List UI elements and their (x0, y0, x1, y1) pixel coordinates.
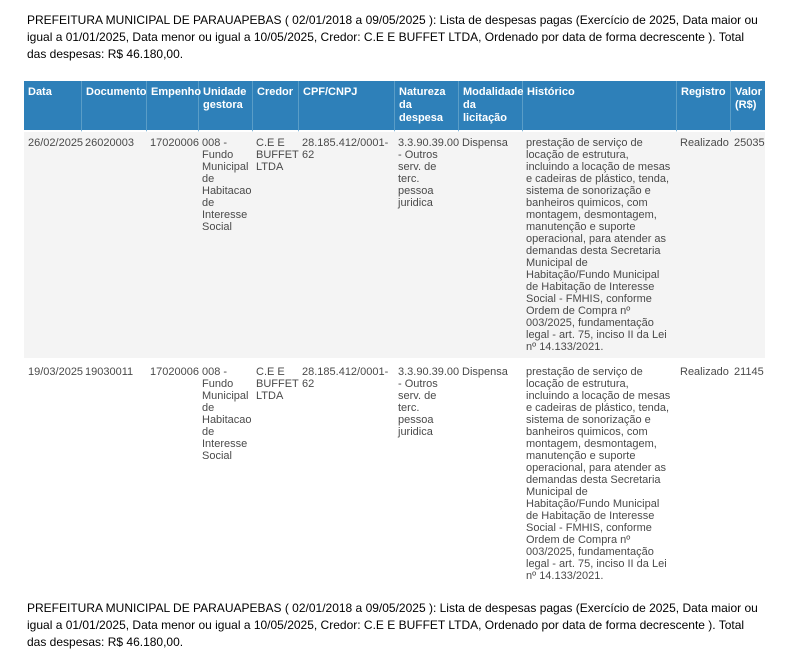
cell-natureza-despesa: 3.3.90.39.00 - Outros serv. de terc. pessoa juridica (394, 132, 458, 361)
column-header-historico: Histórico (522, 81, 676, 132)
cell-modalidade-licitacao: Dispensa (458, 361, 522, 590)
cell-unidade-gestora: 008 - Fundo Municipal de Habitacao de Interesse Social (198, 361, 252, 590)
cell-registro: Realizado (676, 361, 730, 590)
cell-modalidade-licitacao: Dispensa (458, 132, 522, 361)
cell-historico: prestação de serviço de locação de estrutura, incluindo a locação de mesas e cadeiras de plástico, tenda, sistema de sonorização e banheiros quimicos, com montagem, desmontagem, manutenção e suporte operacional, para atender as demandas desta Secretaria Municipal de Habitação/Fundo Municipal de Habitação de Interesse Social - FMHIS, conforme Ordem de Compra nº 003/2025, fundamentação legal - art. 75, inciso II da Lei nº 14.133/2021. (522, 132, 676, 361)
cell-credor: C.E E BUFFET LTDA (252, 132, 298, 361)
cell-valor: 25035 (730, 132, 765, 361)
column-header-data: Data (24, 81, 81, 132)
cell-empenho: 17020006 (146, 132, 198, 361)
cell-empenho: 17020006 (146, 361, 198, 590)
cell-valor: 21145 (730, 361, 765, 590)
column-header-modalidade-licitacao: Modalidade da licitação (458, 81, 522, 132)
column-header-natureza-despesa: Natureza da despesa (394, 81, 458, 132)
column-header-documento: Documento (81, 81, 146, 132)
expenses-table (24, 81, 765, 590)
cell-cpf-cnpj: 28.185.412/0001-62 (298, 361, 394, 590)
column-header-registro: Registro (676, 81, 730, 132)
cell-unidade-gestora: 008 - Fundo Municipal de Habitacao de Interesse Social (198, 132, 252, 361)
column-header-empenho: Empenho (146, 81, 198, 132)
column-header-valor: Valor (R$) (730, 81, 765, 132)
table-header-row (24, 81, 765, 132)
column-header-cpf-cnpj: CPF/CNPJ (298, 81, 394, 132)
cell-natureza-despesa: 3.3.90.39.00 - Outros serv. de terc. pessoa juridica (394, 361, 458, 590)
cell-documento: 19030011 (81, 361, 146, 590)
column-header-credor: Credor (252, 81, 298, 132)
table-row (24, 361, 765, 590)
cell-data: 26/02/2025 (24, 132, 81, 361)
table-row (24, 132, 765, 361)
cell-credor: C.E E BUFFET LTDA (252, 361, 298, 590)
cell-historico: prestação de serviço de locação de estrutura, incluindo a locação de mesas e cadeiras de plástico, tenda, sistema de sonorização e banheiros quimicos, com montagem, desmontagem, manutenção e suporte operacional, para atender as demandas desta Secretaria Municipal de Habitação/Fundo Municipal de Habitação de Interesse Social - FMHIS, conforme Ordem de Compra nº 003/2025, fundamentação legal - art. 75, inciso II da Lei nº 14.133/2021. (522, 361, 676, 590)
cell-documento: 26020003 (81, 132, 146, 361)
cell-registro: Realizado (676, 132, 730, 361)
report-summary-top: PREFEITURA MUNICIPAL DE PARAUAPEBAS ( 02/01/2018 a 09/05/2025 ): Lista de despesas pagas (Exercício de 2025, Data maior ou igual a 01/01/2025, Data menor ou igual a 10/05/2025, Credor: C.E E BUFFET LTDA, Ordenado por data de forma decrescente ). Total das despesas: R$ 46.180,00. (27, 13, 758, 61)
cell-cpf-cnpj: 28.185.412/0001-62 (298, 132, 394, 361)
cell-data: 19/03/2025 (24, 361, 81, 590)
column-header-unidade-gestora: Unidade gestora (198, 81, 252, 132)
report-summary-bottom: PREFEITURA MUNICIPAL DE PARAUAPEBAS ( 02/01/2018 a 09/05/2025 ): Lista de despesas pagas (Exercício de 2025, Data maior ou igual a 01/01/2025, Data menor ou igual a 10/05/2025, Credor: C.E E BUFFET LTDA, Ordenado por data de forma decrescente ). Total das despesas: R$ 46.180,00. (27, 601, 758, 649)
